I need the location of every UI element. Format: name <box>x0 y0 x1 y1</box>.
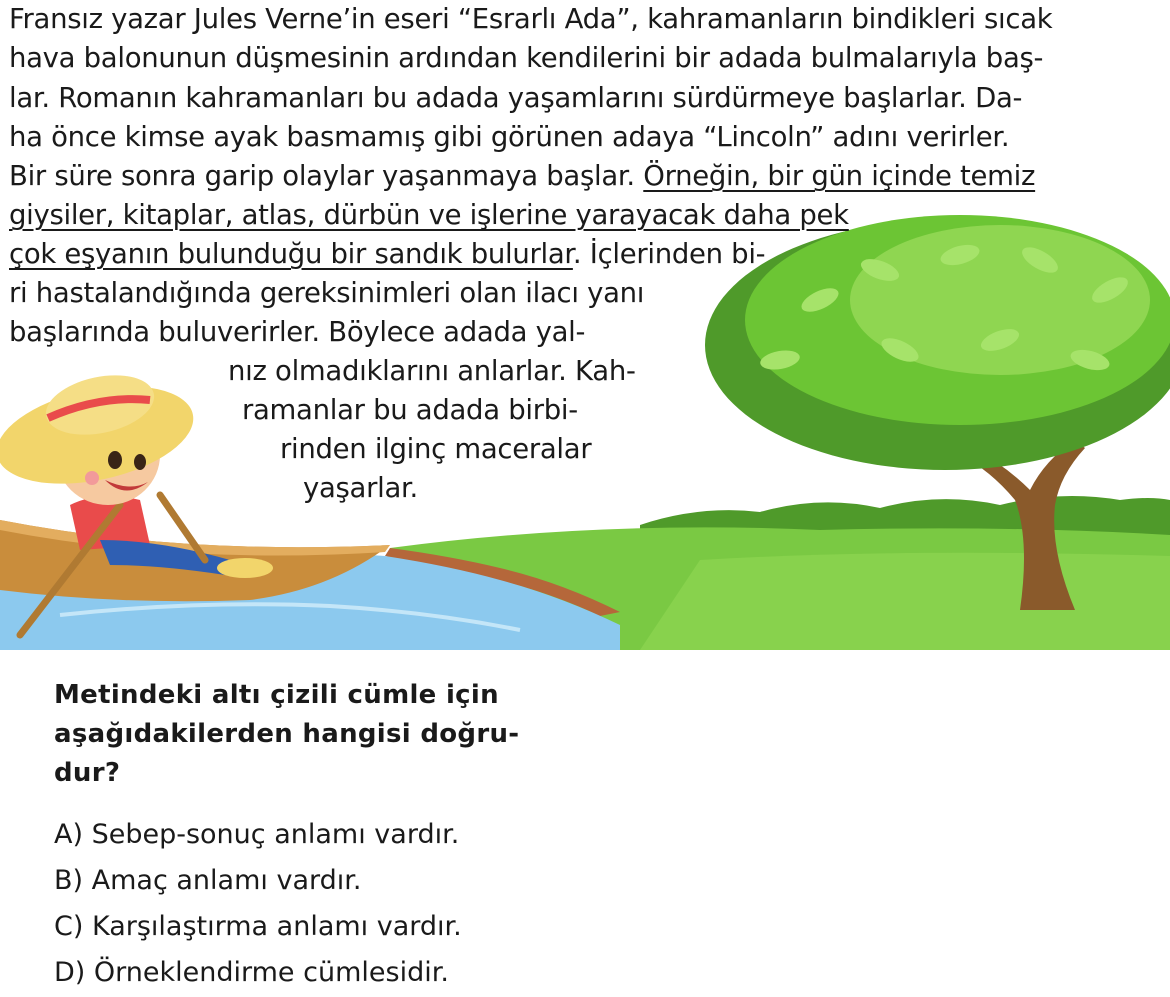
passage-text: ri hastalandığında gereksinimleri olan ilacı yanı <box>9 277 645 309</box>
passage-line <box>9 313 585 351</box>
question-line: dur? <box>54 758 121 788</box>
passage-line <box>9 196 849 234</box>
passage-text: nız olmadıklarını anlarlar. Kah- <box>228 355 636 387</box>
passage-text: . İçlerinden bi- <box>572 238 766 270</box>
passage-line <box>9 274 644 312</box>
underlined-sentence: Örneğin, bir gün içinde temiz <box>643 160 1036 192</box>
passage-line <box>242 391 578 429</box>
passage-text: rinden ilginç maceralar <box>280 433 592 465</box>
passage-line <box>9 157 1035 195</box>
passage-text: lar. Romanın kahramanları bu adada yaşamlarını sürdürmeye başlarlar. Da- <box>9 82 1023 114</box>
answer-options <box>54 812 462 996</box>
passage-line <box>9 235 765 273</box>
passage-line <box>9 39 1043 77</box>
option-c[interactable]: C) Karşılaştırma anlamı vardır. <box>54 911 462 942</box>
underlined-sentence: giysiler, kitaplar, atlas, dürbün ve işlerine yarayacak daha pek <box>9 199 849 231</box>
option-d[interactable]: D) Örneklendirme cümlesidir. <box>54 957 449 988</box>
passage-line <box>303 469 418 507</box>
option-a[interactable]: A) Sebep-sonuç anlamı vardır. <box>54 819 460 850</box>
underlined-sentence: çok eşyanın bulunduğu bir sandık bulurlar <box>9 238 573 270</box>
passage-line <box>280 430 591 468</box>
question <box>54 676 574 793</box>
passage-text: hava balonunun düşmesinin ardından kendilerini bir adada bulmalarıyla baş- <box>9 42 1044 74</box>
passage-line <box>228 352 636 390</box>
question-line: aşağıdakilerden hangisi doğru- <box>54 719 520 749</box>
option-b[interactable]: B) Amaç anlamı vardır. <box>54 865 362 896</box>
passage-text: Fransız yazar Jules Verne’in eseri “Esrarlı Ada”, kahramanların bindikleri sıcak <box>9 3 1053 35</box>
passage-text: Bir süre sonra garip olaylar yaşanmaya başlar. <box>9 160 644 192</box>
passage-line <box>9 118 1009 156</box>
question-line: Metindeki altı çizili cümle için <box>54 680 499 710</box>
passage-line <box>9 0 1052 38</box>
passage-line <box>9 79 1022 117</box>
passage-text: başlarında buluverirler. Böylece adada yal- <box>9 316 586 348</box>
passage-text: ramanlar bu adada birbi- <box>242 394 578 426</box>
passage-text: yaşarlar. <box>303 472 418 504</box>
passage-text: ha önce kimse ayak basmamış gibi görünen adaya “Lincoln” adını verirler. <box>9 121 1010 153</box>
